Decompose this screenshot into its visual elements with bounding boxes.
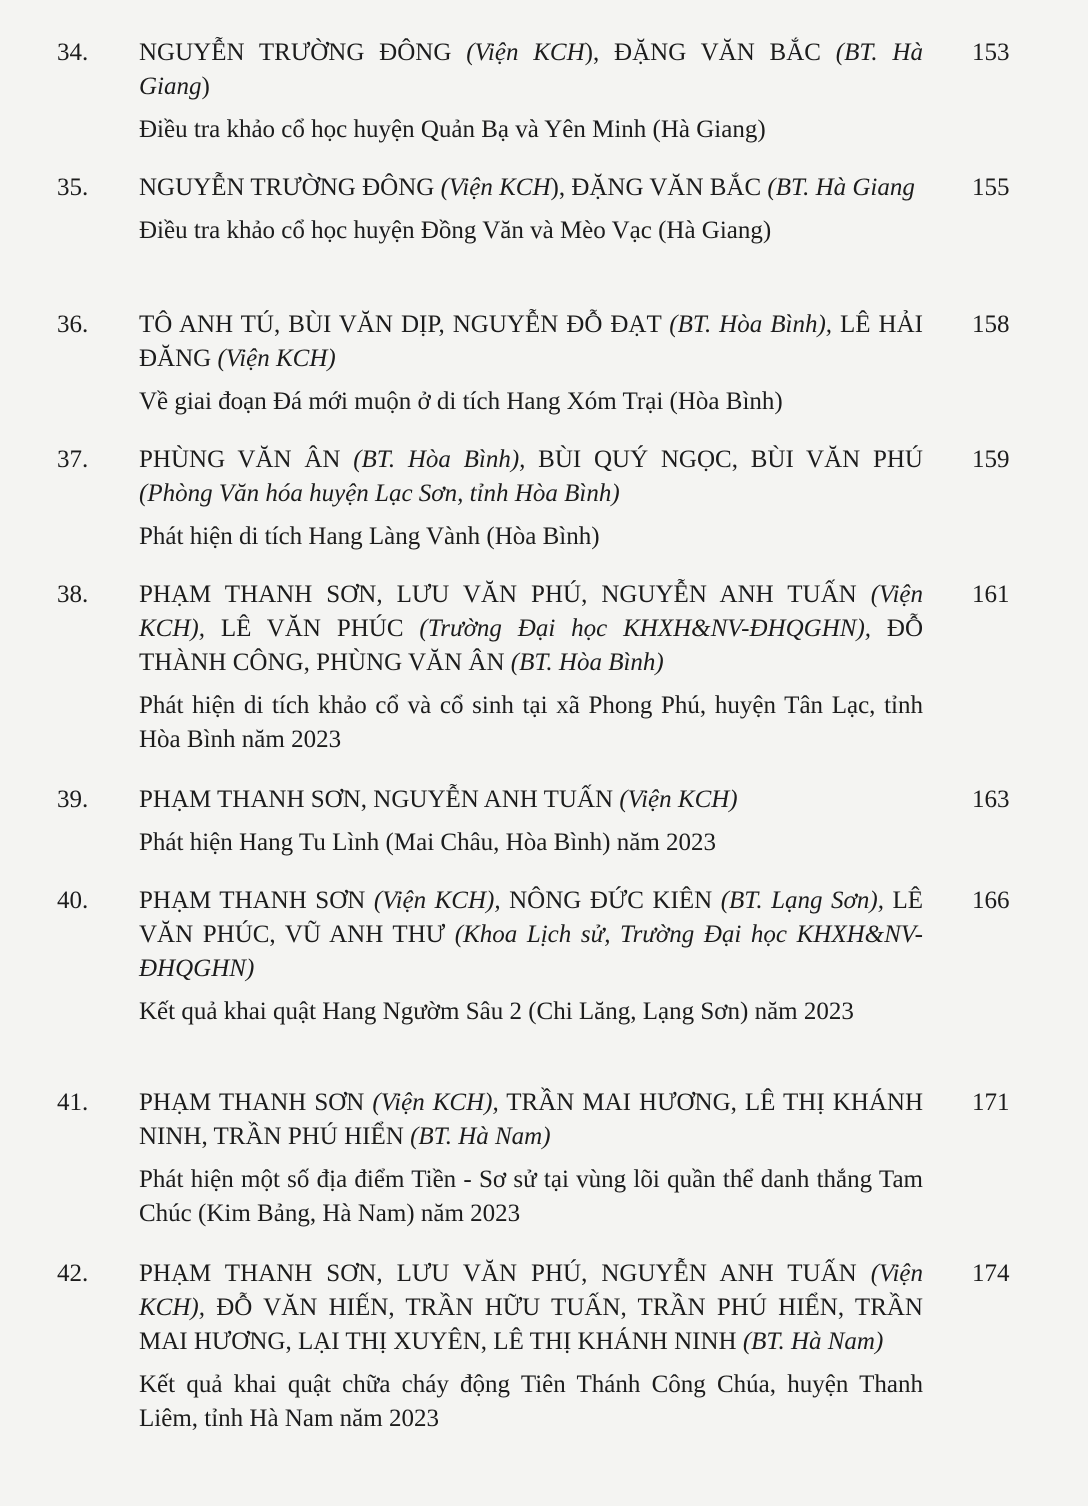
- entry-title: Điều tra khảo cổ học huyện Quản Bạ và Yên Minh (Hà Giang): [139, 116, 766, 143]
- entry-title: Kết quả khai quật chữa cháy động Tiên Thánh Công Chúa, huyện Thanh Liêm, tỉnh Hà Nam năm 2023: [139, 1371, 923, 1432]
- author-text: ): [201, 73, 210, 100]
- entry-title: Phát hiện di tích khảo cổ và cổ sinh tại xã Phong Phú, huyện Tân Lạc, tỉnh Hòa Bình năm 2023: [139, 692, 923, 753]
- author-text: LÊ HẢI ĐĂNG: [139, 311, 923, 372]
- affiliation-text: (BT. Hòa Bình): [510, 649, 664, 676]
- author-text: PHẠM THANH SƠN, LƯU VĂN PHÚ, NGUYỄN ANH TUẤN: [139, 581, 871, 608]
- affiliation-text: (BT. Hà Nam): [742, 1328, 884, 1355]
- affiliation-text: (BT. Hà Giang: [139, 39, 923, 100]
- author-text: ĐỖ VĂN HIẾN, TRẦN HỮU TUẤN, TRẦN PHÚ HIỂN, TRẦN MAI HƯƠNG, LẠI THỊ XUYÊN, LÊ THỊ KHÁNH NINH: [139, 1294, 923, 1355]
- affiliation-text: (Viện KCH): [619, 786, 738, 813]
- author-text: LÊ VĂN PHÚC, VŨ ANH THƯ: [139, 887, 924, 948]
- entry-body: [139, 884, 923, 1029]
- entry-authors: [139, 884, 923, 986]
- entry-page-number: 163: [972, 786, 1010, 813]
- entry-authors: [139, 308, 923, 376]
- affiliation-text: (Khoa Lịch sử, Trường Đại học KHXH&NV-ĐHQGHN): [139, 921, 924, 982]
- affiliation-text: (BT. Hà Giang: [767, 174, 915, 201]
- entry-number: 38.: [57, 581, 89, 608]
- entry-authors: [139, 443, 923, 511]
- entry-body: [139, 1257, 923, 1436]
- entry-page-number: 158: [972, 311, 1010, 338]
- affiliation-text: (BT. Hòa Bình),: [669, 311, 833, 338]
- entry-page-number: 153: [972, 39, 1010, 66]
- affiliation-text: (BT. Hà Nam): [410, 1123, 551, 1150]
- entry-number: 40.: [57, 887, 89, 914]
- entry-authors: [139, 171, 923, 205]
- author-text: PHẠM THANH SƠN: [139, 887, 374, 914]
- entry-number: 41.: [57, 1089, 89, 1116]
- entry-body: [139, 1086, 923, 1231]
- affiliation-text: (BT. Hòa Bình),: [353, 446, 526, 473]
- affiliation-text: (Viện KCH),: [373, 887, 501, 914]
- entry-authors: [139, 1086, 923, 1154]
- entry-body: [139, 578, 923, 757]
- entry-body: [139, 783, 923, 860]
- author-text: LÊ VĂN PHÚC: [204, 615, 420, 642]
- entry-body: [139, 443, 923, 554]
- author-text: ), ĐẶNG VĂN BẮC: [584, 39, 836, 66]
- author-text: PHẠM THANH SƠN: [139, 1089, 373, 1116]
- entry-title: Phát hiện Hang Tu Lình (Mai Châu, Hòa Bình) năm 2023: [139, 829, 717, 856]
- affiliation-text: (Viện KCH): [217, 345, 336, 372]
- affiliation-text: (Viện KCH),: [372, 1089, 499, 1116]
- entry-number: 36.: [57, 311, 89, 338]
- affiliation-text: (Viện KCH: [440, 174, 551, 201]
- entry-page-number: 161: [972, 581, 1010, 608]
- entry-number: 35.: [57, 174, 89, 201]
- affiliation-text: (Viện KCH),: [139, 581, 923, 642]
- entry-title: Điều tra khảo cổ học huyện Đồng Văn và Mèo Vạc (Hà Giang): [139, 217, 772, 244]
- author-text: PHẠM THANH SƠN, NGUYỄN ANH TUẤN: [139, 786, 620, 813]
- entry-number: 39.: [57, 786, 89, 813]
- affiliation-text: (Viện KCH: [466, 39, 585, 66]
- author-text: NGUYỄN TRƯỜNG ĐÔNG: [139, 174, 441, 201]
- entry-title: Phát hiện một số địa điểm Tiền - Sơ sử tại vùng lõi quần thể danh thắng Tam Chúc (Kim Bảng, Hà Nam) năm 2023: [139, 1166, 923, 1227]
- author-text: TÔ ANH TÚ, BÙI VĂN DỊP, NGUYỄN ĐỖ ĐẠT: [139, 311, 670, 338]
- author-text: NGUYỄN TRƯỜNG ĐÔNG: [139, 39, 467, 66]
- entry-body: [139, 171, 923, 248]
- author-text: ), ĐẶNG VĂN BẮC: [550, 174, 768, 201]
- entry-title: Phát hiện di tích Hang Làng Vành (Hòa Bình): [139, 523, 600, 550]
- entry-authors: [139, 578, 923, 680]
- entry-number: 42.: [57, 1260, 89, 1287]
- entry-authors: [139, 783, 923, 817]
- entry-number: 34.: [57, 39, 89, 66]
- entry-authors: [139, 36, 923, 104]
- author-text: TRẦN MAI HƯƠNG, LÊ THỊ KHÁNH NINH, TRẦN PHÚ HIỂN: [139, 1089, 923, 1150]
- author-text: PHẠM THANH SƠN, LƯU VĂN PHÚ, NGUYỄN ANH TUẤN: [139, 1260, 871, 1287]
- entry-page-number: 171: [972, 1089, 1010, 1116]
- author-text: BÙI QUÝ NGỌC, BÙI VĂN PHÚ: [525, 446, 923, 473]
- entry-body: [139, 308, 923, 419]
- affiliation-text: (Phòng Văn hóa huyện Lạc Sơn, tỉnh Hòa Bình): [139, 480, 620, 507]
- affiliation-text: (Viện KCH),: [139, 1260, 923, 1321]
- author-text: ĐỖ THÀNH CÔNG, PHÙNG VĂN ÂN: [139, 615, 923, 676]
- entry-title: Về giai đoạn Đá mới muộn ở di tích Hang Xóm Trại (Hòa Bình): [139, 388, 783, 415]
- affiliation-text: (Trường Đại học KHXH&NV-ĐHQGHN),: [419, 615, 872, 642]
- affiliation-text: (BT. Lạng Sơn),: [720, 887, 884, 914]
- entry-number: 37.: [57, 446, 89, 473]
- entry-body: [139, 36, 923, 147]
- entry-title: Kết quả khai quật Hang Ngườm Sâu 2 (Chi Lăng, Lạng Sơn) năm 2023: [139, 998, 854, 1025]
- entry-page-number: 174: [972, 1260, 1010, 1287]
- entry-page-number: 155: [972, 174, 1010, 201]
- author-text: NÔNG ĐỨC KIÊN: [500, 887, 721, 914]
- entry-authors: [139, 1257, 923, 1359]
- entry-page-number: 159: [972, 446, 1010, 473]
- entry-page-number: 166: [972, 887, 1010, 914]
- author-text: PHÙNG VĂN ÂN: [139, 446, 354, 473]
